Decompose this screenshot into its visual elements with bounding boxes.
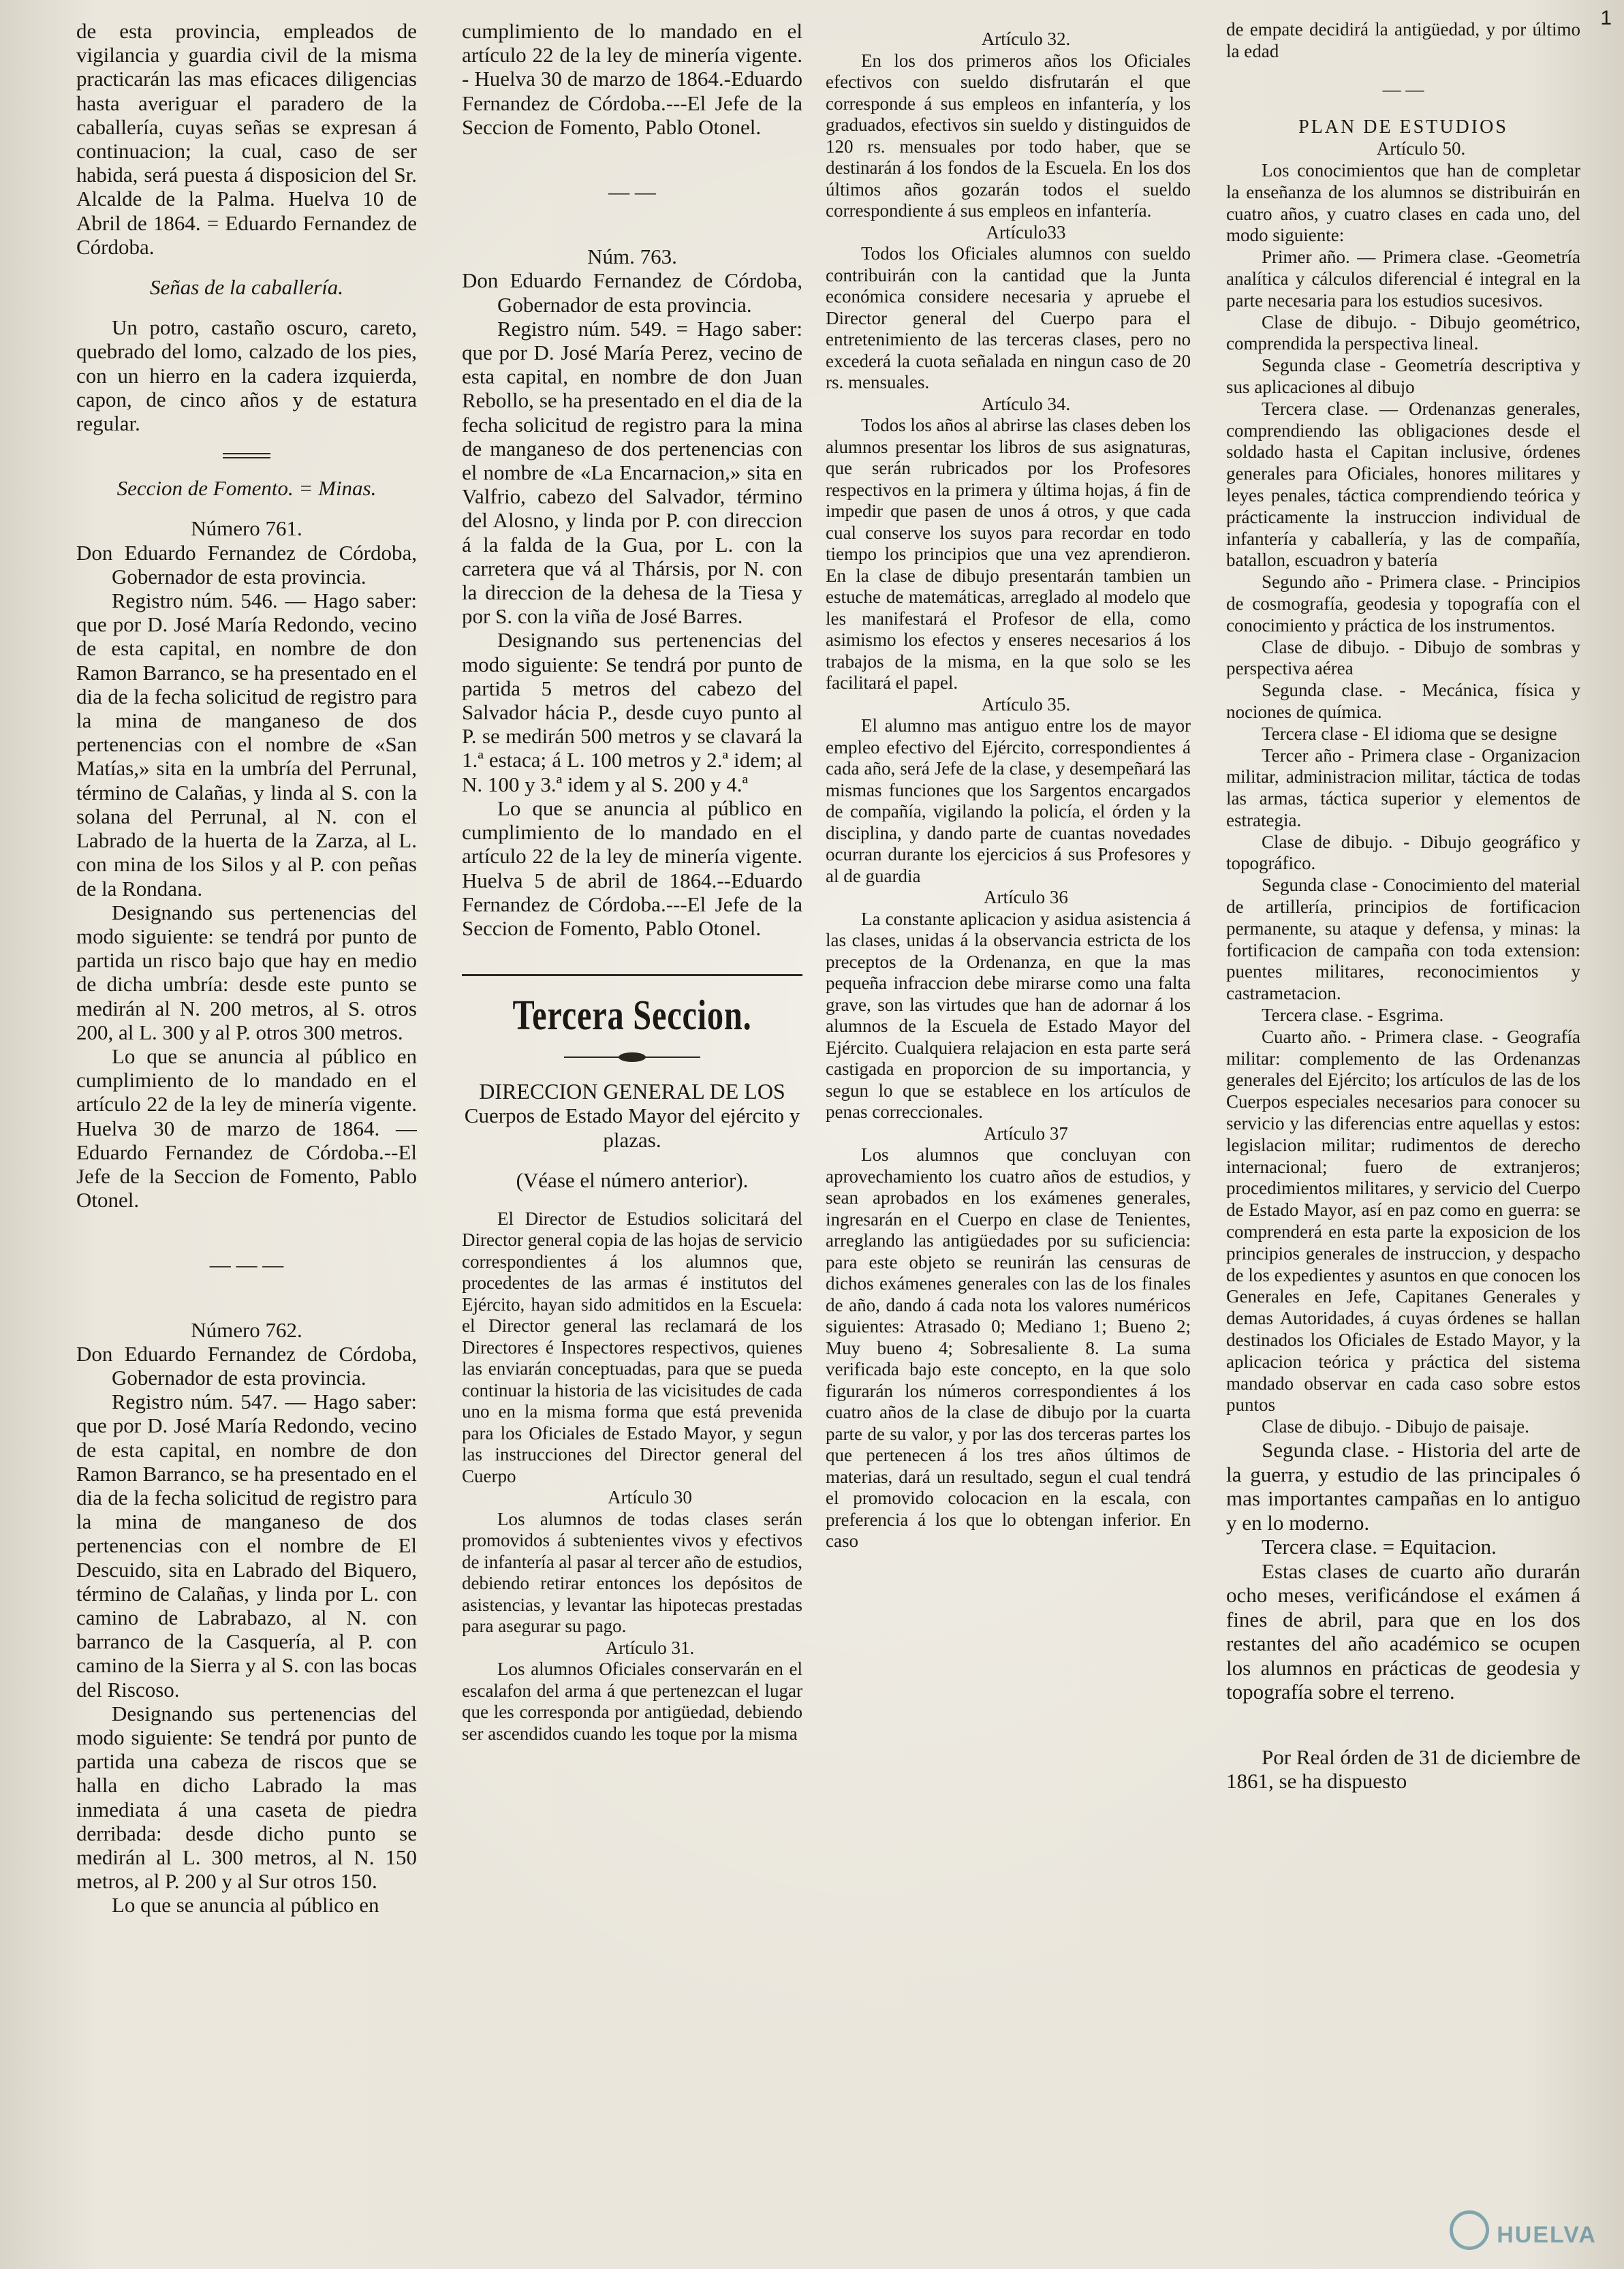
article-title: Artículo 37 bbox=[984, 1123, 1068, 1144]
article-text: Todos los Oficiales alumnos con sueldo contribuirán con la cantidad que la Junta económica considere necesaria y apruebe el Director general del Cuerpo para el entretenimiento de las terceras clases, pero no excederá la cuota señalada en ningun caso de 20 rs. mensuales. bbox=[826, 243, 1191, 392]
article-text: En los dos primeros años los Oficiales efectivos con sueldo disfrutarán el que corresponde á sus empleos en infantería, y los graduados, efectivos sin sueldo y distinguidos de 120 rs. mensuales por todo haber, que se destinarán á los fondos de la Escuela. En los dos últimos años gozarán todos el sueldo correspondiente á sus empleos en infantería. bbox=[826, 50, 1191, 221]
article-title: Artículo 35. bbox=[981, 693, 1071, 715]
divider: — — bbox=[1382, 78, 1424, 99]
article-text: Segundo año - Primera clase. - Principios de cosmografía, geodesia y topografía con el conocimiento y práctica de los instrumentos. bbox=[1226, 572, 1580, 636]
article-text: Designando sus pertenencias del modo siguiente: Se tendrá por punto de partida 5 metros del cabezo del Salvador hácia P., desde cuyo punto al P. se medirán 500 metros y se clavará la 1.ª estaca; á L. 100 metros y 2.ª idem; al N. 100 y 3.ª idem y al S. 200 y 4.ª bbox=[462, 628, 802, 796]
section-title: Tercera Seccion. bbox=[512, 992, 752, 1039]
article-text: Por Real órden de 31 de diciembre de 1861, se ha dispuesto bbox=[1226, 1744, 1580, 1793]
notice-issuer: Don Eduardo Fernandez de Córdoba, Gobernador de esta provincia. bbox=[462, 268, 802, 317]
article-text: Los conocimientos que han de completar la enseñanza de los alumnos se distribuirán en cuatro años, y cuatro clases en cada uno, del modo siguiente: bbox=[1226, 159, 1580, 246]
note: (Véase el número anterior). bbox=[516, 1168, 749, 1192]
archive-watermark-text: HUELVA bbox=[1497, 2222, 1597, 2248]
article-text: Estas clases de cuarto año durarán ocho meses, verificándose el exámen á fines de abril, para que en los dos restantes del año académico se ocupen los alumnos en prácticas de geodesia y topografía sobre el terreno. bbox=[1226, 1559, 1580, 1704]
column-1 bbox=[76, 19, 417, 2242]
divider bbox=[462, 974, 802, 976]
article-text: Cuarto año. - Primera clase. - Geografía militar: complemento de las Ordenanzas generales del Ejército; los artículos de las de los Cuerpos especiales necesarios para conocer su servicio y las diferencias entre aquellas y estos: legislacion militar; rudimentos de derecho internacional; fuero de extranjeros; procedimientos militares, y servicio del Cuerpo de Estado Mayor, así en paz como en guerra: se comprenderá en esta parte la exposicion de los principios generales de instruccion, y despacho de los expedientes y asuntos en que conocen los Generales en Jefe, Capitanes Generales y demas Autoridades, á cuyas órdenes se hallan destinados los Oficiales de Estado Mayor, y la aplicacion teórica y práctica del sistema mandado observar en cada caso sobre estos puntos bbox=[1226, 1026, 1580, 1415]
article-text: Tercera clase. - Esgrima. bbox=[1262, 1005, 1444, 1026]
article-text: Los alumnos de todas clases serán promovidos á subtenientes vivos y efectivos de infantería al pasar al tercer año de estudios, debiendo retirar entonces los depósitos de asistencias, y levantar las hipotecas prestadas para asegurar su pago. bbox=[462, 1508, 802, 1637]
article-text: Segunda clase - Geometría descriptiva y sus aplicaciones al dibujo bbox=[1226, 355, 1580, 397]
article-text: Designando sus pertenencias del modo siguiente: Se tendrá por punto de partida una cabeza de riscos que se halla en dicho Labrado la mas inmediata á una caseta de piedra derribada: desde dicho punto se medirán al L. 300 metros, al N. 150 metros, al P. 200 y al Sur otros 150. bbox=[76, 1701, 417, 1894]
article-title: Artículo 30 bbox=[608, 1487, 692, 1508]
article-text: cumplimiento de lo mandado en el artículo 22 de la ley de minería vigente. - Huelva 30 de marzo de 1864.-Eduardo Fernandez de Córdoba.---El Jefe de la Seccion de Fomento, Pablo Otonel. bbox=[462, 19, 802, 139]
article-text: Tercer año - Primera clase - Organizacion militar, administracion militar, táctica de todas las armas, táctica superior y elementos de estrategia. bbox=[1226, 745, 1580, 830]
section-heading: Cuerpos de Estado Mayor del ejército y plazas. bbox=[464, 1104, 800, 1152]
column-3 bbox=[826, 19, 1191, 2242]
article-text: Clase de dibujo. - Dibujo geográfico y topográfico. bbox=[1226, 831, 1580, 874]
notice-issuer: Don Eduardo Fernandez de Córdoba, Gobernador de esta provincia. bbox=[76, 540, 417, 589]
archive-logo-icon bbox=[1450, 2210, 1489, 2250]
article-text: de esta provincia, empleados de vigilancia y guardia civil de la misma practicarán las mas eficaces diligencias hasta averiguar el paradero de la caballería, cuyas señas se expresan á continuacion; la cual, caso de ser habida, será puesta á disposicion del Sr. Alcalde de la Palma. Huelva 10 de Abril de 1864. = Eduardo Fernandez de Córdoba. bbox=[76, 19, 417, 259]
notice-number: Núm. 763. bbox=[587, 245, 677, 269]
article-text: Primer año. — Primera clase. -Geometría analítica y cálculos diferencial é integral en la parte necesaria para los estudios sucesivos. bbox=[1226, 247, 1580, 311]
article-title: Artículo33 bbox=[986, 221, 1066, 242]
article-text: La constante aplicacion y asidua asistencia á las clases, unidas á la observancia estricta de los preceptos de la Ordenanza, en que la mas pequeña infraccion debe mirarse como una falta grave, son las virtudes que han de adornar á los alumnos de la Escuela de Estado Mayor del Ejército. Cualquiera relajacion en esta parte será castigada en proporcion de su importancia, y segun lo que se establece en los artículos de penas correccionales. bbox=[826, 908, 1191, 1122]
page-marker: 1 bbox=[1600, 7, 1612, 29]
section-heading: PLAN DE ESTUDIOS bbox=[1298, 116, 1508, 138]
article-text: Tercera clase. — Ordenanzas generales, comprendiendo las obligaciones desde el soldado hasta el Capitan inclusive, órdenes generales para Oficiales, honores militares y leyes penales, táctica comprendiendo teórica y prácticamente la instruccion individual de infantería y caballería, y las de compañía, batallon, escuadron y batería bbox=[1226, 398, 1580, 571]
article-text: Tercera clase. = Equitacion. bbox=[1262, 1535, 1497, 1559]
divider bbox=[223, 453, 270, 458]
article-title: Artículo 34. bbox=[981, 393, 1071, 414]
article-title: Artículo 32. bbox=[981, 29, 1071, 49]
article-text: Un potro, castaño oscuro, careto, quebrado del lomo, calzado de los pies, con un hierro en la cadera izquierda, capon, de cinco años y de estatura regular. bbox=[76, 315, 417, 436]
article-text: Registro núm. 546. — Hago saber: que por D. José María Redondo, vecino de esta capital, en nombre de don Ramon Barranco, se ha presentado en el dia de la fecha solicitud de registro para la mina de manganeso de dos pertenencias con el nombre de «San Matías,» sita en la umbría del Perrunal, término de Calañas, y linda al S. con la solana del Perrunal, al N. con el Labrado de la huerta de la Zarza, al L. con mina de los Silos y al P. con peñas de la Rondana. bbox=[76, 589, 417, 901]
article-text: Lo que se anuncia al público en cumplimiento de lo mandado en el artículo 22 de la ley de minería vigente. Huelva 30 de marzo de 1864. — Eduardo Fernandez de Córdoba.--El Jefe de la Seccion de Fomento, Pablo Otonel. bbox=[76, 1044, 417, 1212]
section-heading: DIRECCION GENERAL DE LOS bbox=[479, 1079, 785, 1104]
article-title: Artículo 31. bbox=[605, 1637, 695, 1658]
divider: — — bbox=[608, 180, 656, 204]
article-title: Artículo 36 bbox=[984, 887, 1068, 907]
article-text: Todos los años al abrirse las clases deben los alumnos presentar los libros de sus asignaturas, que serán rubricados por los Profesores respectivos en la primera y última hojas, á fin de impedir que pasen de unos á otros, y que cada cual conserve los suyos para recordar en todo tiempo los principios que una vez aprendieron. En la clase de dibujo presentarán tambien un estuche de matemáticas, arreglado al modelo que les manifestará el Profesor de ella, como asimismo los efectos y enseres necesarios á los trabajos de la misma, en la que solo se les facilitará el papel. bbox=[826, 415, 1191, 693]
divider: — — — bbox=[209, 1253, 284, 1277]
article-text: Segunda clase. - Mecánica, física y nociones de química. bbox=[1226, 680, 1580, 722]
article-text: Segunda clase - Conocimiento del material de artillería, principios de fortificacion permanente, su ataque y defensa, y minas: la fortificacion de campaña con toda extension: puentes militares, reconocimientos y castrametacion. bbox=[1226, 875, 1580, 1004]
article-text: de empate decidirá la antigüedad, y por último la edad bbox=[1226, 19, 1580, 61]
notice-number: Número 762. bbox=[191, 1317, 302, 1342]
article-text: Los alumnos que concluyan con aprovechamiento los cuatro años de estudios, y sean aprobados en los exámenes generales, ingresarán en el Cuerpo en clase de Tenientes, arreglando las antigüedades por su suficiencia: para este objeto se reunirán las censuras de dichos exámenes generales con las de los finales de año, dando á cada nota los valores numéricos siguientes: Atrasado 0; Mediano 1; Bueno 2; Muy bueno 4; Sobresaliente 8. La suma verificada bajo este concepto, en la que solo figurarán los números correspondientes á los cuatro años de la clase de dibujo por la cuarta parte de su valor, y por las dos terceras partes los que pertenecen á los tres años últimos de materias, dará un resultado, segun el cual tendrá el promovido colocacion en la escala, con preferencia á los que lo obtengan inferior. En caso bbox=[826, 1144, 1191, 1551]
article-text: Tercera clase - El idioma que se designe bbox=[1262, 723, 1557, 744]
archive-watermark bbox=[1447, 2197, 1597, 2251]
notice-number: Número 761. bbox=[191, 516, 302, 541]
section-heading: Seccion de Fomento. = Minas. bbox=[116, 476, 377, 501]
ornament bbox=[564, 1052, 700, 1062]
article-text: Los alumnos Oficiales conservarán en el escalafon del arma á que pertenezcan el lugar que les corresponda por antigüedad, debiendo ser ascendidos cuando les toque por la misma bbox=[462, 1659, 802, 1744]
column-2 bbox=[462, 19, 802, 2242]
article-text: Clase de dibujo. - Dibujo de paisaje. bbox=[1262, 1416, 1529, 1437]
article-title: Artículo 50. bbox=[1376, 138, 1466, 159]
article-text: Registro núm. 549. = Hago saber: que por D. José María Perez, vecino de esta capital, en nombre de don Juan Rebollo, se ha presentado en el dia de la fecha solicitud de registro para la mina de manganeso de dos pertenencias con el nombre de «La Encarnacion,» sita en Valfrio, cabezo del Salvador, término del Alosno, y linda por P. con direccion á la falda de la Gua, por L. con la carretera que vá al Thársis, por N. con la direccion de la dehesa de la Tiesa y por S. con la viña de José Barres. bbox=[462, 316, 802, 629]
column-4 bbox=[1226, 19, 1580, 2242]
article-text: Segunda clase. - Historia del arte de la guerra, y estudio de las principales ó mas importantes campañas en lo antiguo y en lo moderno. bbox=[1226, 1438, 1580, 1535]
article-text: El Director de Estudios solicitará del Director general copia de las hojas de servicio correspondientes á los alumnos que, procedentes de las armas é institutos del Ejército, hayan sido admitidos en la Escuela: el Director general las reclamará de los Directores é Inspectores respectivos, quienes las enviarán conceptuadas, para que se pueda continuar la historia de las vicisitudes de cada uno en la misma forma que está prevenida para los Oficiales de Estado Mayor, y segun las instrucciones del Director general del Cuerpo bbox=[462, 1208, 802, 1486]
article-text: Clase de dibujo. - Dibujo geométrico, comprendida la perspectiva lineal. bbox=[1226, 311, 1580, 354]
article-text: Registro núm. 547. — Hago saber: que por D. José María Redondo, vecino de esta capital, en nombre de don Ramon Barranco, se ha presentado en el dia de la fecha solicitud de registro para la mina de manganeso de dos pertenencias con el nombre de El Descuido, sita en Labrado del Biquero, término de Calañas, y linda por L. con camino de Labrabazo, al N. con barranco de la Casquería, al P. con camino de la Sierra y al S. con las bocas del Riscoso. bbox=[76, 1390, 417, 1702]
article-text: Lo que se anuncia al público en bbox=[112, 1893, 379, 1918]
article-text: Clase de dibujo. - Dibujo de sombras y perspectiva aérea bbox=[1226, 636, 1580, 679]
section-subheading: Señas de la caballería. bbox=[149, 275, 344, 300]
article-text: Lo que se anuncia al público en cumplimiento de lo mandado en el artículo 22 de la ley de minería vigente. Huelva 5 de abril de 1864.--Eduardo Fernandez de Córdoba.---El Jefe de la Seccion de Fomento, Pablo Otonel. bbox=[462, 796, 802, 940]
notice-issuer: Don Eduardo Fernandez de Córdoba, Gobernador de esta provincia. bbox=[76, 1341, 417, 1390]
article-text: Designando sus pertenencias del modo siguiente: se tendrá por punto de partida un risco bajo que hay en medio de dicha umbría: desde este punto se medirán al N. 200 metros, al S. otros 200, al L. 300 y al P. otros 300 metros. bbox=[76, 900, 417, 1044]
article-text: El alumno mas antiguo entre los de mayor empleo efectivo del Ejército, correspondientes á cada año, será Jefe de la clase, y desempeñará las mismas funciones que los Sargentos encargados de compañía, vigilando la policía, el órden y la disciplina, y dando parte de cuantas novedades ocurran durante los ejercicios á sus Profesores y al de guardia bbox=[826, 715, 1191, 886]
